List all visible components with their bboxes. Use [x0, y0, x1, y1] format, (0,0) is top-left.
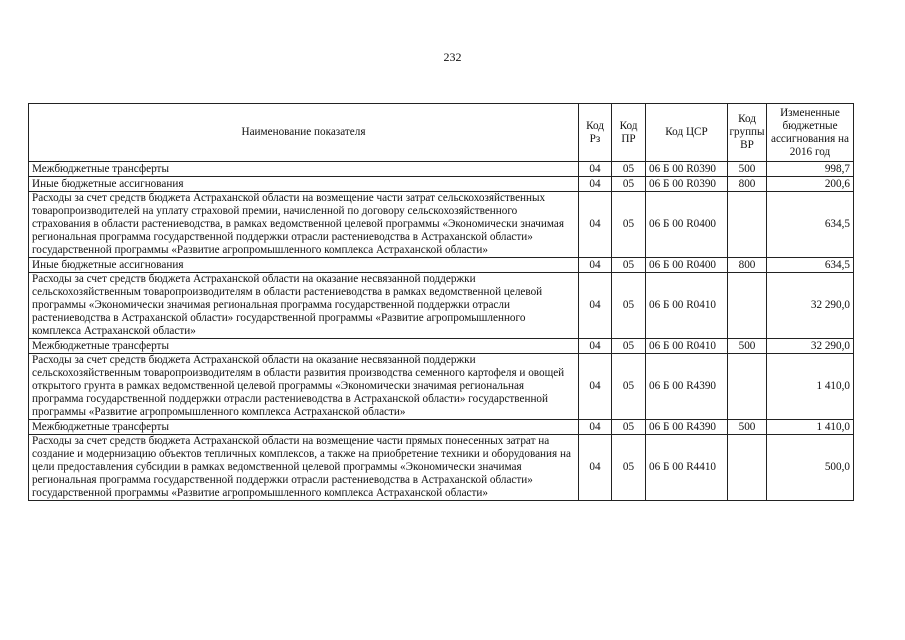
row-vr: [728, 354, 767, 420]
table-row: [29, 420, 854, 435]
table-row: [29, 177, 854, 192]
row-pr: 05: [612, 420, 646, 435]
row-rz: 04: [579, 435, 612, 501]
row-amount: 32 290,0: [767, 273, 854, 339]
row-rz: 04: [579, 354, 612, 420]
row-csr: 06 Б 00 R0390: [646, 177, 728, 192]
row-rz: 04: [579, 162, 612, 177]
row-amount: 32 290,0: [767, 339, 854, 354]
row-name: Иные бюджетные ассигнования: [29, 177, 579, 192]
row-rz: 04: [579, 420, 612, 435]
row-csr: 06 Б 00 R0400: [646, 258, 728, 273]
row-rz: 04: [579, 339, 612, 354]
header-vr: Код группы ВР: [728, 104, 767, 162]
row-pr: 05: [612, 258, 646, 273]
row-pr: 05: [612, 273, 646, 339]
row-amount: 998,7: [767, 162, 854, 177]
row-amount: 1 410,0: [767, 354, 854, 420]
row-name: Межбюджетные трансферты: [29, 162, 579, 177]
row-rz: 04: [579, 273, 612, 339]
row-csr: 06 Б 00 R0410: [646, 273, 728, 339]
row-name: Межбюджетные трансферты: [29, 339, 579, 354]
row-amount: 1 410,0: [767, 420, 854, 435]
row-csr: 06 Б 00 R0390: [646, 162, 728, 177]
row-amount: 200,6: [767, 177, 854, 192]
header-rz: Код Рз: [579, 104, 612, 162]
row-csr: 06 Б 00 R0400: [646, 192, 728, 258]
row-amount: 634,5: [767, 192, 854, 258]
row-name: Расходы за счет средств бюджета Астраханской области на оказание несвязанной поддержки сельскохозяйственным товаропроизводителям в области растениеводства в рамках ведомственной целевой программы «Экономически значимая региональная программа государственной поддержки отрасли растениеводства в Астраханской области» государственной программы «Развитие агропромышленного комплекса Астраханской области»: [29, 273, 579, 339]
row-vr: [728, 273, 767, 339]
row-name: Расходы за счет средств бюджета Астраханской области на оказание несвязанной поддержки сельскохозяйственным товаропроизводителям в области развития производства семенного картофеля и овощей открытого грунта в рамках ведомственной целевой программы «Экономически значимая региональная программа государственной поддержки отрасли растениеводства в Астраханской области» государственной программы «Развитие агропромышленного комплекса Астраханской области»: [29, 354, 579, 420]
row-pr: 05: [612, 177, 646, 192]
table-header-row: [29, 104, 854, 162]
row-amount: 634,5: [767, 258, 854, 273]
header-name: Наименование показателя: [29, 104, 579, 162]
row-pr: 05: [612, 162, 646, 177]
row-vr: [728, 435, 767, 501]
header-csr: Код ЦСР: [646, 104, 728, 162]
table-row: [29, 162, 854, 177]
row-vr: [728, 192, 767, 258]
row-name: Расходы за счет средств бюджета Астраханской области на возмещение части прямых понесенных затрат на создание и модернизацию объектов тепличных комплексов, а также на приобретение техники и оборудования на цели предоставления субсидии в рамках ведомственной целевой программы «Экономически значимая региональная программа государственной поддержки отрасли растениеводства в Астраханской области» государственной программы «Развитие агропромышленного комплекса Астраханской области»: [29, 435, 579, 501]
row-pr: 05: [612, 354, 646, 420]
header-pr: Код ПР: [612, 104, 646, 162]
table-row: [29, 192, 854, 258]
row-pr: 05: [612, 339, 646, 354]
row-csr: 06 Б 00 R4390: [646, 354, 728, 420]
row-vr: 800: [728, 258, 767, 273]
table-row: [29, 339, 854, 354]
row-rz: 04: [579, 258, 612, 273]
row-pr: 05: [612, 435, 646, 501]
row-vr: 500: [728, 162, 767, 177]
row-csr: 06 Б 00 R4390: [646, 420, 728, 435]
budget-table: [28, 103, 854, 501]
row-rz: 04: [579, 177, 612, 192]
table-row: [29, 258, 854, 273]
row-csr: 06 Б 00 R4410: [646, 435, 728, 501]
row-name: Иные бюджетные ассигнования: [29, 258, 579, 273]
table-row: [29, 354, 854, 420]
row-amount: 500,0: [767, 435, 854, 501]
row-name: Расходы за счет средств бюджета Астраханской области на возмещение части затрат сельскохозяйственных товаропроизводителей на уплату страховой премии, начисленной по договору сельскохозяйственного страхования в области растениеводства, в рамках ведомственной целевой программы «Экономически значимая региональная программа государственной поддержки отрасли растениеводства в Астраханской области» государственной программы «Развитие агропромышленного комплекса Астраханской области»: [29, 192, 579, 258]
table-row: [29, 435, 854, 501]
row-vr: 500: [728, 339, 767, 354]
row-vr: 500: [728, 420, 767, 435]
header-amount: Измененные бюджетные ассигнования на 2016 год: [767, 104, 854, 162]
row-rz: 04: [579, 192, 612, 258]
table-row: [29, 273, 854, 339]
row-name: Межбюджетные трансферты: [29, 420, 579, 435]
row-vr: 800: [728, 177, 767, 192]
page-number: 232: [443, 50, 462, 64]
row-csr: 06 Б 00 R0410: [646, 339, 728, 354]
row-pr: 05: [612, 192, 646, 258]
